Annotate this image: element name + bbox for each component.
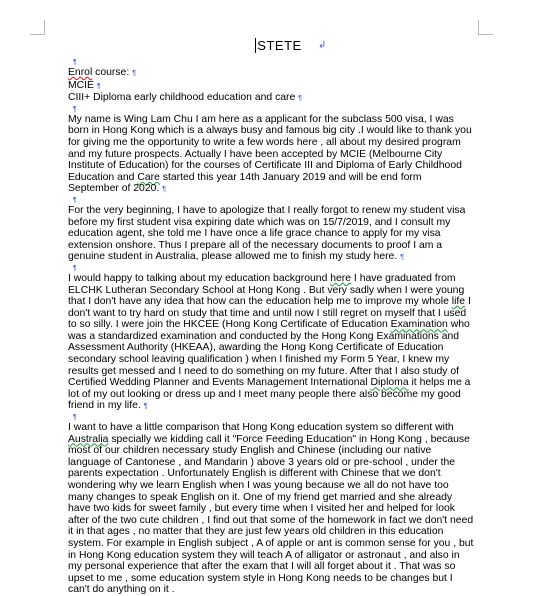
paragraph-text: started this year 14th January 2019 and will be end form September of 2020. [68, 171, 422, 195]
paragraph-mark-icon: ¶ [400, 254, 404, 262]
paragraph-text: it helps me a lot of my out looking or dress up and I meet many people there also become my good friend in my life. [68, 377, 471, 412]
paragraph-text: I want to have a little comparison that Hong Kong education system so different with [68, 422, 454, 434]
paragraph-comparison [68, 422, 474, 596]
grammar-flagged-word[interactable]: Care [137, 171, 160, 183]
paragraph-mark-icon: ¶ [73, 414, 77, 422]
paragraph-mark-icon: ¶ [73, 196, 77, 204]
document-body[interactable] [68, 58, 474, 596]
paragraph-introduction [68, 114, 474, 196]
paragraph-mark-icon: ¶ [162, 186, 167, 194]
formatting-mark-icon: ↲ [318, 40, 327, 51]
paragraph-mark-icon: ¶ [73, 264, 77, 272]
paragraph-text: who was a standardized examination and conducted by the Hong Kong Examinations and Assessment Authority (HKEAA), awarding the Hong Kong Certificate of Education secondary school leaving qualification ) when I finished my Form 5 Year, I knew my results get messed and I need to do something on my future. After that I also study of Certified Wedding Planner and Events Management International [68, 319, 470, 389]
crop-mark-top-left [30, 20, 45, 35]
paragraph-mark-icon: ¶ [96, 82, 101, 90]
misspelled-word[interactable]: Enrol [68, 67, 93, 78]
author-name: Wing Lam Chu [124, 113, 193, 125]
course-line-2 [68, 92, 474, 105]
paragraph-text: I am here as a applicant for the subclass 500 visa, I was born in Hong Kong which is a always busy and famous big city .I would like to thank you for giving me the opportunity to write a few words here , all about my desired program and my future prospects. Actually I have been accepted by MCIE (Melbourne City Institute of Education) for the courses of Certificate III and Diploma of Early Childhood Education and [68, 113, 472, 183]
course-line-1 [68, 80, 474, 93]
course-heading-rest: course: [92, 67, 130, 78]
paragraph-mark-icon: ¶ [73, 59, 77, 66]
paragraph-education-background [68, 273, 474, 413]
paragraph-apology [68, 205, 474, 264]
paragraph-text: I would happy to talking about my education background [68, 272, 331, 284]
grammar-flagged-word[interactable]: here [330, 272, 352, 284]
paragraph-text: My name is [68, 113, 125, 125]
paragraph-mark-icon: ¶ [132, 70, 136, 77]
crop-mark-top-right [478, 20, 493, 35]
document-title-text: STETE [257, 38, 302, 53]
course-line-1-text: MCIE [68, 79, 94, 91]
grammar-flagged-word[interactable]: Examination [390, 319, 448, 331]
paragraph-mark-icon: ¶ [73, 105, 77, 113]
paragraph-mark-icon: ¶ [298, 95, 303, 103]
grammar-flagged-word[interactable]: Australia [68, 433, 109, 445]
grammar-flagged-word[interactable]: life [451, 296, 466, 308]
paragraph-text: specially we kidding call it "Force Feeding Education" in Hong Kong , because most of our children necessary study English and Chinese (including our native language of Cantonese , and Mandarin ) above 3 years old or pre-school , under the parents expectation . Unfortunately English is different with Chinese that we don't wondering why we learn English when I was young because we all do not have too many changes to speak English on it. One of my friend get married and she already have two kids for sweet family , but every time when I visited her and helped for look after of the two cute children , I find out that some of the homework in fact we don't need it in that ages , no matter that they are just few years old children in this education system. For example in English subject , A of apple or ant is common sense for you , but in Hong Kong education system they will teach A of alligator or astronaut , and also in my personal experience that after the exam that I will all forget about it . That was so upset to me , some education system style in Hong Kong needs to be changes but I can't do anything on it . [68, 433, 474, 596]
paragraph-text: I don't want to try hard on study that time and until now I still regret on myself that I used to so silly. I were join the HKCEE (Hong Kong Certificate of Education [68, 296, 471, 331]
paragraph-text: I have graduated from ELCHK Lutheran Secondary School at Hong Kong . But very sadly when I were young that I don't have any idea that how can the education help me to improve my whole [68, 272, 465, 308]
document-title [0, 38, 557, 53]
course-heading [68, 67, 474, 80]
paragraph-mark-icon: ¶ [143, 403, 148, 411]
paragraph-text: For the very beginning, I have to apologize that I really forgot to renew my student visa before my first student visa expiring date which was on 15/7/2019, and I consult my education agent, she told me I have once a life grace chance to apply for my visa extension onshore. Thus I prepare all of the necessary documents to proof I am a genuine student in Australia, please allowed me to finish my study here. [68, 204, 466, 263]
course-line-2-text: CIII+ Diploma early childhood education and care [68, 92, 296, 104]
grammar-flagged-word[interactable]: Diploma [370, 377, 409, 389]
